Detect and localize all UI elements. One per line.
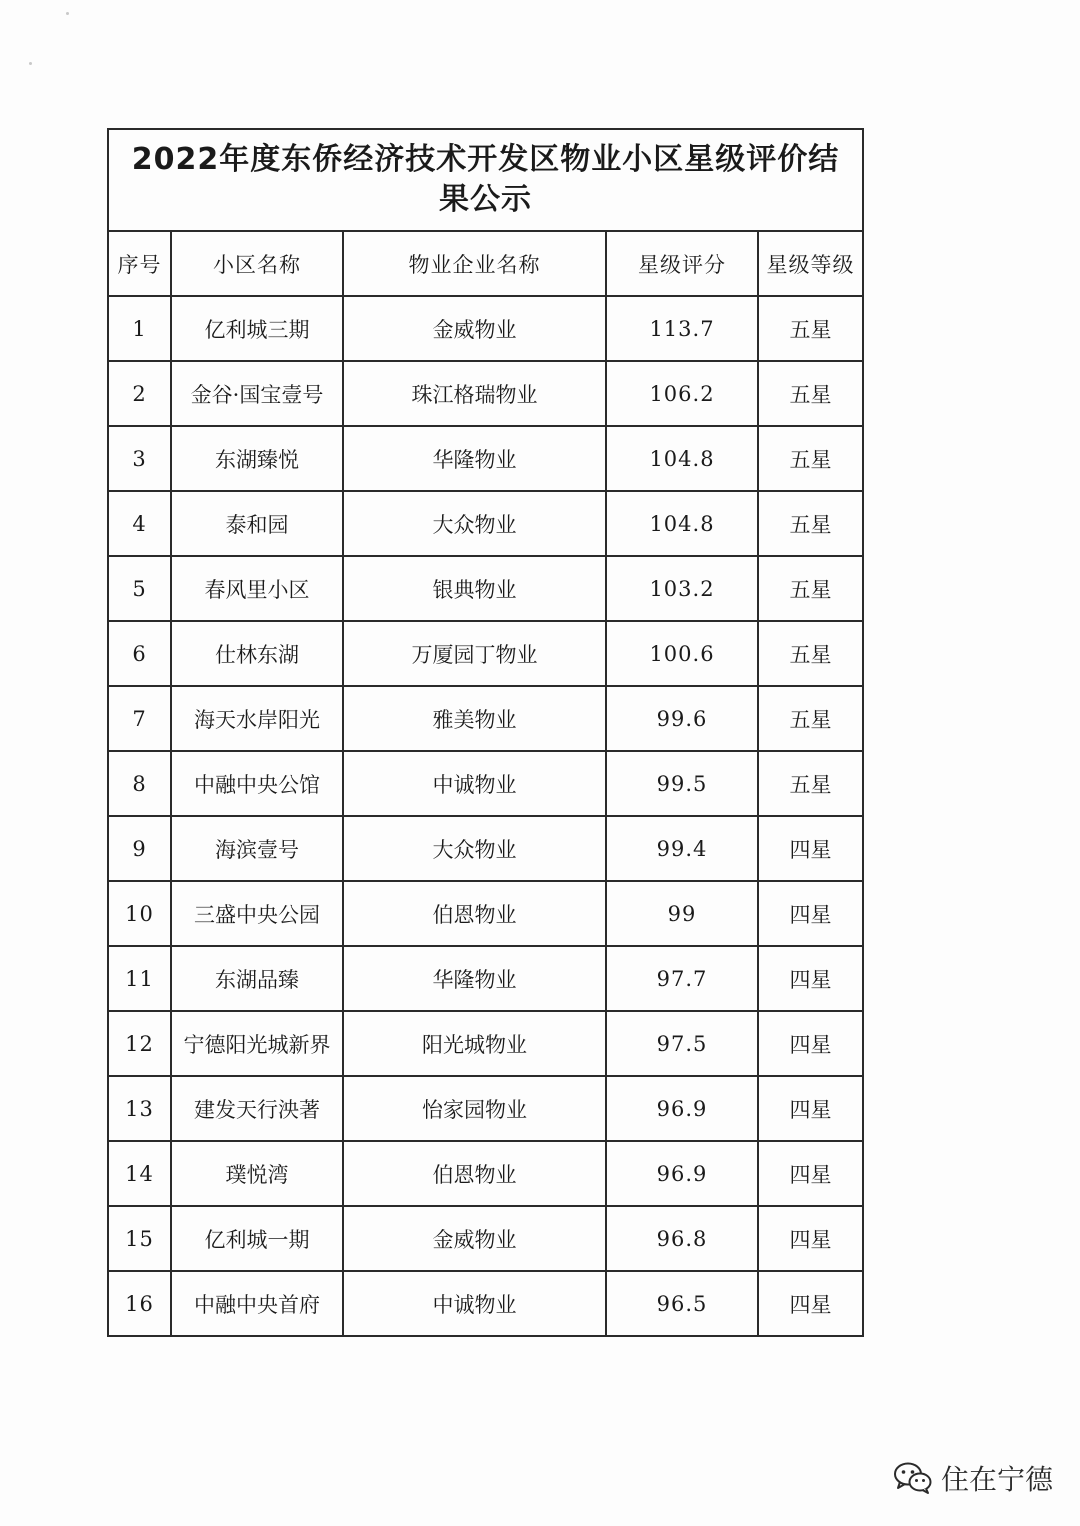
score-cell: 99.6 — [606, 686, 758, 751]
seq-cell: 1 — [108, 296, 171, 361]
grade-cell: 四星 — [758, 1141, 863, 1206]
grade-cell: 五星 — [758, 686, 863, 751]
seq-cell: 2 — [108, 361, 171, 426]
document-title: 2022年度东侨经济技术开发区物业小区星级评价结果公示 — [108, 129, 863, 231]
table-row — [108, 881, 863, 946]
seq-cell: 10 — [108, 881, 171, 946]
seq-cell: 9 — [108, 816, 171, 881]
community-cell: 建发天行泱著 — [171, 1076, 343, 1141]
table-row — [108, 751, 863, 816]
result-table — [107, 128, 864, 1337]
grade-cell: 四星 — [758, 1206, 863, 1271]
grade-cell: 四星 — [758, 881, 863, 946]
table-row — [108, 296, 863, 361]
grade-cell: 五星 — [758, 296, 863, 361]
company-cell: 华隆物业 — [343, 426, 606, 491]
community-cell: 亿利城三期 — [171, 296, 343, 361]
table-row — [108, 686, 863, 751]
table-row — [108, 621, 863, 686]
community-cell: 中融中央首府 — [171, 1271, 343, 1336]
community-cell: 三盛中央公园 — [171, 881, 343, 946]
seq-cell: 7 — [108, 686, 171, 751]
grade-header: 星级等级 — [758, 231, 863, 296]
wechat-icon — [893, 1461, 933, 1495]
company-cell: 银典物业 — [343, 556, 606, 621]
community-cell: 仕林东湖 — [171, 621, 343, 686]
score-cell: 96.8 — [606, 1206, 758, 1271]
grade-cell: 四星 — [758, 1271, 863, 1336]
table-row — [108, 556, 863, 621]
score-cell: 97.7 — [606, 946, 758, 1011]
score-cell: 103.2 — [606, 556, 758, 621]
score-cell: 113.7 — [606, 296, 758, 361]
company-header: 物业企业名称 — [343, 231, 606, 296]
seq-cell: 16 — [108, 1271, 171, 1336]
grade-cell: 四星 — [758, 946, 863, 1011]
table-row — [108, 1141, 863, 1206]
company-cell: 伯恩物业 — [343, 1141, 606, 1206]
seq-cell: 11 — [108, 946, 171, 1011]
scan-speck — [29, 62, 32, 65]
company-cell: 华隆物业 — [343, 946, 606, 1011]
grade-cell: 五星 — [758, 621, 863, 686]
community-cell: 东湖品臻 — [171, 946, 343, 1011]
scan-speck — [66, 12, 69, 15]
company-cell: 珠江格瑞物业 — [343, 361, 606, 426]
table-row — [108, 361, 863, 426]
score-cell: 99.4 — [606, 816, 758, 881]
community-header: 小区名称 — [171, 231, 343, 296]
score-cell: 104.8 — [606, 491, 758, 556]
community-cell: 海滨壹号 — [171, 816, 343, 881]
score-cell: 96.9 — [606, 1076, 758, 1141]
company-cell: 中诚物业 — [343, 751, 606, 816]
grade-cell: 四星 — [758, 816, 863, 881]
community-cell: 东湖臻悦 — [171, 426, 343, 491]
score-cell: 99 — [606, 881, 758, 946]
table-row — [108, 426, 863, 491]
seq-cell: 13 — [108, 1076, 171, 1141]
community-cell: 宁德阳光城新界 — [171, 1011, 343, 1076]
seq-cell: 5 — [108, 556, 171, 621]
table-row — [108, 491, 863, 556]
seq-cell: 8 — [108, 751, 171, 816]
seq-cell: 4 — [108, 491, 171, 556]
company-cell: 万厦园丁物业 — [343, 621, 606, 686]
grade-cell: 五星 — [758, 751, 863, 816]
table-row — [108, 1271, 863, 1336]
table-row — [108, 1206, 863, 1271]
seq-cell: 14 — [108, 1141, 171, 1206]
seq-cell: 6 — [108, 621, 171, 686]
company-cell: 中诚物业 — [343, 1271, 606, 1336]
table-body — [108, 296, 863, 1336]
seq-header: 序号 — [108, 231, 171, 296]
company-cell: 大众物业 — [343, 816, 606, 881]
community-cell: 璞悦湾 — [171, 1141, 343, 1206]
grade-cell: 五星 — [758, 361, 863, 426]
community-cell: 亿利城一期 — [171, 1206, 343, 1271]
seq-cell: 15 — [108, 1206, 171, 1271]
grade-cell: 四星 — [758, 1011, 863, 1076]
account-watermark — [893, 1458, 1053, 1498]
watermark-text: 住在宁德 — [941, 1463, 1054, 1496]
table-row — [108, 1011, 863, 1076]
community-cell: 海天水岸阳光 — [171, 686, 343, 751]
score-cell: 96.9 — [606, 1141, 758, 1206]
company-cell: 金威物业 — [343, 1206, 606, 1271]
seq-cell: 12 — [108, 1011, 171, 1076]
score-cell: 97.5 — [606, 1011, 758, 1076]
community-cell: 金谷·国宝壹号 — [171, 361, 343, 426]
score-cell: 106.2 — [606, 361, 758, 426]
score-cell: 96.5 — [606, 1271, 758, 1336]
seq-cell: 3 — [108, 426, 171, 491]
community-cell: 泰和园 — [171, 491, 343, 556]
score-header: 星级评分 — [606, 231, 758, 296]
grade-cell: 四星 — [758, 1076, 863, 1141]
company-cell: 伯恩物业 — [343, 881, 606, 946]
grade-cell: 五星 — [758, 491, 863, 556]
score-cell: 99.5 — [606, 751, 758, 816]
table-row — [108, 816, 863, 881]
header-row — [108, 231, 863, 296]
community-cell: 中融中央公馆 — [171, 751, 343, 816]
company-cell: 金威物业 — [343, 296, 606, 361]
company-cell: 雅美物业 — [343, 686, 606, 751]
grade-cell: 五星 — [758, 556, 863, 621]
table-row — [108, 946, 863, 1011]
grade-cell: 五星 — [758, 426, 863, 491]
score-cell: 104.8 — [606, 426, 758, 491]
score-cell: 100.6 — [606, 621, 758, 686]
company-cell: 阳光城物业 — [343, 1011, 606, 1076]
community-cell: 春风里小区 — [171, 556, 343, 621]
table-row — [108, 1076, 863, 1141]
company-cell: 大众物业 — [343, 491, 606, 556]
company-cell: 怡家园物业 — [343, 1076, 606, 1141]
